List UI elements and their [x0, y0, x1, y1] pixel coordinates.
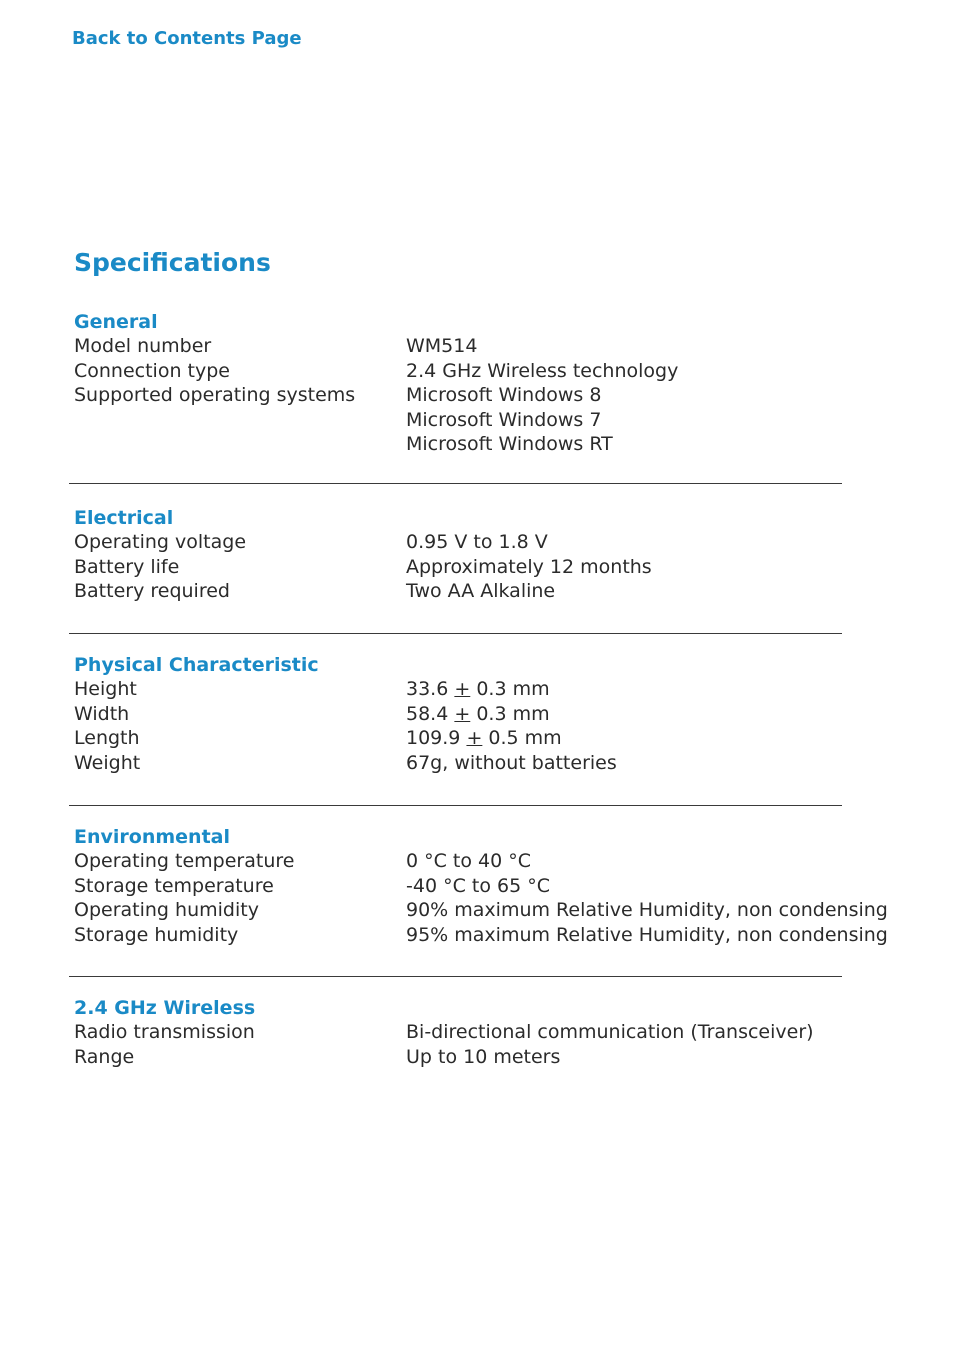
section-electrical [74, 506, 894, 604]
spec-label: Length [74, 727, 140, 750]
spec-value: 67g, without batteries [406, 751, 617, 774]
spec-value: Bi-directional communication (Transceiver) [406, 1021, 814, 1043]
spec-label: Operating humidity [74, 899, 259, 922]
spec-row-battery-life [74, 555, 894, 580]
spec-label: Radio transmission [74, 1021, 255, 1043]
section-wireless [74, 996, 894, 1069]
spec-value: 90% maximum Relative Humidity, non condensing [406, 899, 888, 922]
spec-values [406, 874, 550, 899]
spec-values [406, 579, 555, 604]
spec-row-connection-type [74, 359, 894, 384]
spec-label: Connection type [74, 359, 230, 382]
spec-value: 109.9 + 0.5 mm [406, 727, 562, 750]
spec-value: 58.4 + 0.3 mm [406, 702, 550, 725]
spec-value: Microsoft Windows RT [406, 433, 613, 456]
spec-label: Supported operating systems [74, 384, 356, 407]
spec-label: Battery required [74, 580, 230, 603]
spec-value: 95% maximum Relative Humidity, non condensing [406, 923, 888, 946]
section-divider [69, 633, 842, 634]
spec-row-operating-humidity [74, 898, 894, 923]
spec-values [406, 702, 550, 727]
spec-row-weight [74, 751, 894, 776]
spec-row-operating-temperature [74, 849, 894, 874]
section-general [74, 310, 894, 456]
spec-row-radio-transmission [74, 1020, 894, 1045]
spec-values [406, 1045, 560, 1070]
spec-values [406, 726, 562, 751]
spec-value: 2.4 GHz Wireless technology [406, 359, 679, 382]
spec-value: Two AA Alkaline [406, 580, 556, 603]
spec-values [406, 849, 531, 874]
spec-label: Height [74, 678, 137, 700]
spec-row-range [74, 1045, 894, 1070]
spec-values [406, 334, 477, 359]
spec-values [406, 530, 548, 555]
spec-label: Width [74, 702, 130, 725]
spec-values [406, 898, 888, 923]
spec-label: Operating voltage [74, 531, 247, 553]
spec-row-supported-os [74, 383, 894, 456]
spec-row-operating-voltage [74, 530, 894, 555]
spec-value: WM514 [406, 335, 478, 357]
spec-values [406, 555, 652, 580]
spec-label: Battery life [74, 555, 180, 578]
page-title: Specifications [74, 248, 271, 277]
section-divider [69, 976, 842, 977]
spec-row-width [74, 702, 894, 727]
spec-values [406, 923, 888, 948]
spec-value: 33.6 + 0.3 mm [406, 678, 550, 700]
spec-row-battery-required [74, 579, 894, 604]
plus-minus-symbol: + [454, 702, 471, 725]
section-divider [69, 805, 842, 806]
spec-values [406, 1020, 814, 1045]
spec-value: 0.95 V to 1.8 V [406, 531, 548, 553]
spec-row-height [74, 677, 894, 702]
spec-value: Microsoft Windows 7 [406, 408, 602, 431]
spec-label: Range [74, 1045, 135, 1068]
section-heading: Electrical [74, 507, 174, 529]
section-heading: 2.4 GHz Wireless [74, 997, 256, 1019]
spec-values [406, 383, 613, 457]
spec-values [406, 359, 678, 384]
section-heading: Physical Characteristic [74, 654, 319, 676]
section-heading: General [74, 311, 158, 333]
spec-row-storage-temperature [74, 874, 894, 899]
spec-row-model-number [74, 334, 894, 359]
spec-label: Model number [74, 335, 212, 357]
plus-minus-symbol: + [466, 727, 483, 750]
spec-value: 0 °C to 40 °C [406, 850, 532, 872]
spec-value: Microsoft Windows 8 [406, 384, 602, 407]
back-to-contents-link[interactable]: Back to Contents Page [72, 28, 302, 49]
spec-values [406, 751, 617, 776]
plus-minus-symbol: + [454, 678, 471, 700]
section-heading: Environmental [74, 826, 230, 848]
spec-label: Storage humidity [74, 923, 239, 946]
section-divider [69, 483, 842, 484]
spec-label: Storage temperature [74, 874, 274, 897]
spec-row-length [74, 726, 894, 751]
spec-value: Approximately 12 months [406, 555, 652, 578]
section-physical [74, 653, 894, 775]
spec-value: Up to 10 meters [406, 1045, 561, 1068]
section-environmental [74, 825, 894, 947]
spec-values [406, 677, 550, 702]
spec-row-storage-humidity [74, 923, 894, 948]
spec-value: -40 °C to 65 °C [406, 874, 550, 897]
spec-label: Operating temperature [74, 850, 295, 872]
spec-label: Weight [74, 751, 141, 774]
